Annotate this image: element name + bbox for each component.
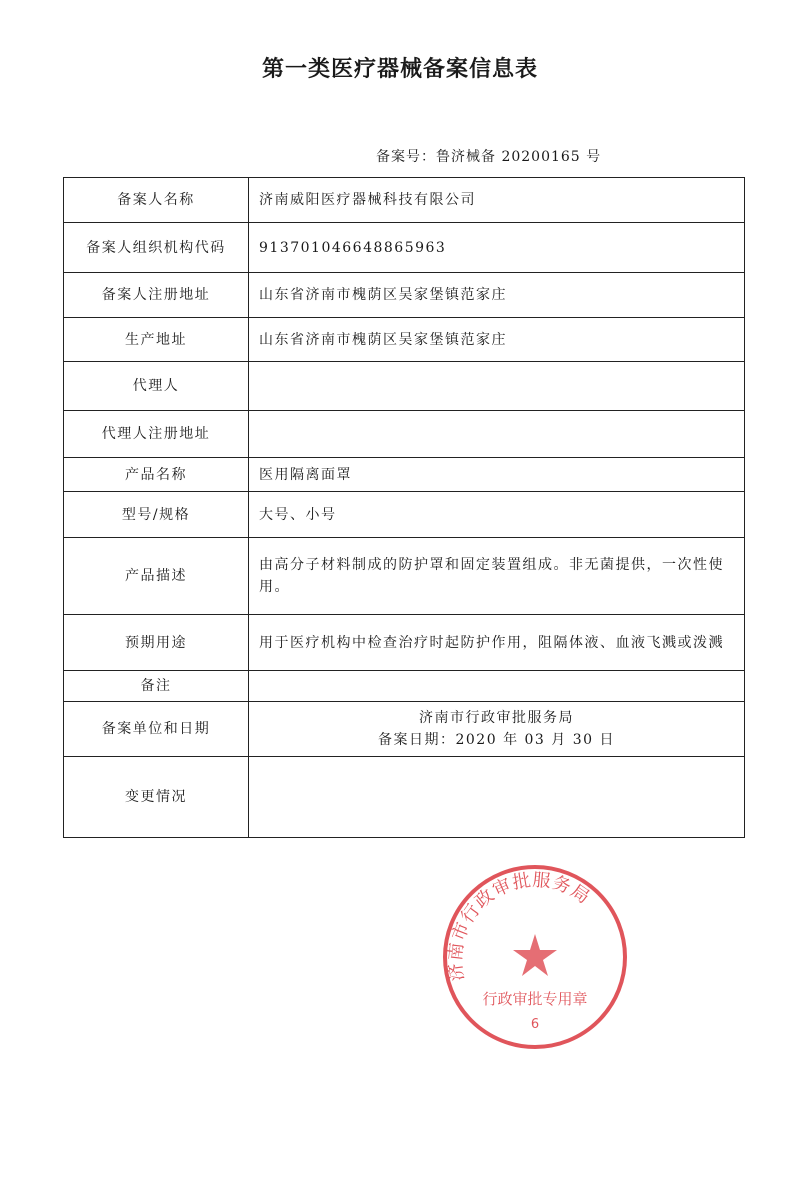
row-label: 代理人注册地址 <box>64 411 249 458</box>
row-label: 生产地址 <box>64 318 249 362</box>
row-label: 备案人组织机构代码 <box>64 223 249 273</box>
row-label: 型号/规格 <box>64 492 249 538</box>
table-row <box>64 223 745 273</box>
row-value <box>249 411 745 458</box>
row-value: 由高分子材料制成的防护罩和固定装置组成。非无菌提供，一次性使用。 <box>249 538 745 615</box>
table-row <box>64 458 745 492</box>
record-info-table <box>63 177 745 838</box>
row-label: 备案单位和日期 <box>64 702 249 757</box>
table-row <box>64 492 745 538</box>
row-label: 产品描述 <box>64 538 249 615</box>
row-label: 备注 <box>64 671 249 702</box>
table-row <box>64 538 745 615</box>
row-value: 用于医疗机构中检查治疗时起防护作用，阻隔体液、血液飞溅或泼溅 <box>249 615 745 671</box>
table-row <box>64 671 745 702</box>
row-value: 大号、小号 <box>249 492 745 538</box>
row-value: 医用隔离面罩 <box>249 458 745 492</box>
table-row <box>64 273 745 318</box>
row-label: 变更情况 <box>64 757 249 838</box>
document-title: 第一类医疗器械备案信息表 <box>261 57 538 82</box>
row-value: 济南威阳医疗器械科技有限公司 <box>249 178 745 223</box>
table-row <box>64 318 745 362</box>
table-row <box>64 178 745 223</box>
row-label: 代理人 <box>64 362 249 411</box>
row-value: 山东省济南市槐荫区吴家堡镇范家庄 <box>249 273 745 318</box>
row-value: 913701046648865963 <box>249 223 745 273</box>
row-label: 备案人名称 <box>64 178 249 223</box>
row-value <box>249 702 745 757</box>
filing-unit: 济南市行政审批服务局 <box>419 710 574 726</box>
table-row <box>64 362 745 411</box>
filing-date: 备案日期：2020 年 03 月 30 日 <box>377 732 615 748</box>
star-icon <box>513 934 557 976</box>
table-row <box>64 411 745 458</box>
table-row <box>64 757 745 838</box>
row-value <box>249 671 745 702</box>
seal-inner-text: 行政审批专用章 <box>482 990 588 1008</box>
seal-number: 6 <box>530 1017 540 1032</box>
row-value <box>249 757 745 838</box>
official-seal <box>440 862 630 1052</box>
svg-text:济南市行政审批服务局 <box>444 870 594 983</box>
seal-outer-text: 济南市行政审批服务局 <box>444 869 595 983</box>
row-label: 备案人注册地址 <box>64 273 249 318</box>
row-value <box>249 362 745 411</box>
row-label: 预期用途 <box>64 615 249 671</box>
table-row <box>64 615 745 671</box>
row-label: 产品名称 <box>64 458 249 492</box>
table-row <box>64 702 745 757</box>
record-number: 备案号：鲁济械备 20200165 号 <box>376 149 602 165</box>
row-value: 山东省济南市槐荫区吴家堡镇范家庄 <box>249 318 745 362</box>
